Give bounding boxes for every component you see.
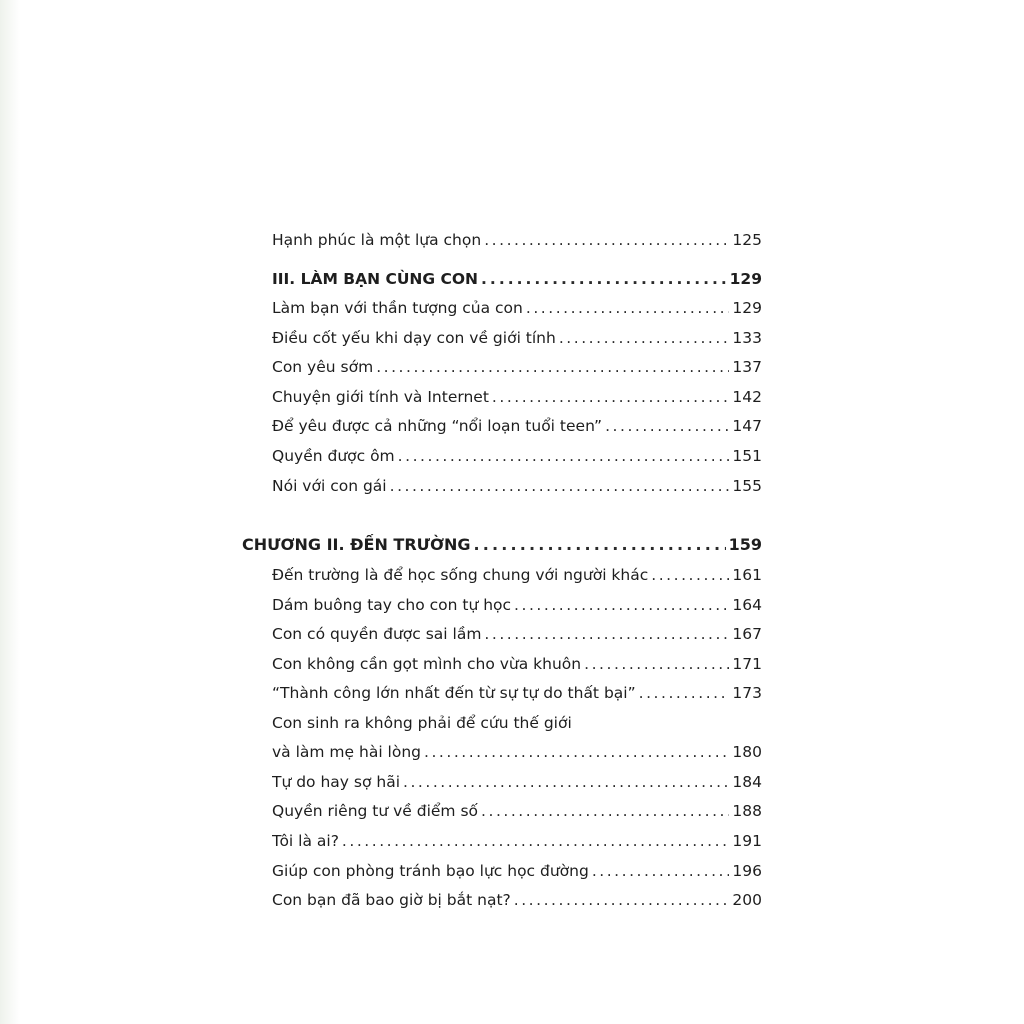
- toc-entry-page: 167: [732, 625, 762, 643]
- dot-leader: [403, 771, 729, 793]
- toc-entry-page: 173: [732, 684, 762, 702]
- dot-leader: [514, 594, 729, 616]
- dot-leader: [526, 297, 730, 319]
- toc-entry-page: 180: [732, 743, 762, 761]
- dot-leader: [651, 564, 729, 586]
- toc-section-title: III. LÀM BẠN CÙNG CON: [272, 270, 479, 288]
- toc-entry-happiness-choice: [272, 229, 762, 251]
- toc-entry-freedom-or-fear: [272, 771, 762, 793]
- toc-entry-title: Hạnh phúc là một lựa chọn: [272, 231, 482, 249]
- dot-leader: [484, 229, 729, 251]
- toc-entry-title: Con có quyền được sai lầm: [272, 625, 482, 643]
- dot-leader: [376, 356, 729, 378]
- dot-leader: [424, 741, 729, 763]
- dot-leader: [390, 475, 730, 497]
- toc-entry-title: Nói với con gái: [272, 477, 387, 495]
- toc-entry-page: 142: [732, 388, 762, 406]
- toc-entry-bullied: [272, 889, 762, 911]
- toc-entry-title: Quyền được ôm: [272, 447, 395, 465]
- toc-entry-grade-privacy: [272, 800, 762, 822]
- dot-leader: [605, 415, 729, 437]
- toc-entry-page: 129: [732, 299, 762, 317]
- toc-entry-page: 196: [732, 862, 762, 880]
- toc-entry-title: Con yêu sớm: [272, 358, 374, 376]
- toc-entry-live-with-others: [272, 564, 762, 586]
- toc-entry-page: 137: [732, 358, 762, 376]
- toc-entry-title: và làm mẹ hài lòng: [272, 743, 421, 761]
- toc-entry-page: 164: [732, 596, 762, 614]
- toc-entry-right-to-hug: [272, 445, 762, 467]
- toc-entry-title: “Thành công lớn nhất đến từ sự tự do thất bại”: [272, 684, 636, 702]
- dot-leader: [559, 327, 730, 349]
- toc-entry-page: 133: [732, 329, 762, 347]
- dot-leader: [481, 800, 729, 822]
- toc-entry-page: 147: [732, 417, 762, 435]
- toc-entry-page: 151: [732, 447, 762, 465]
- dot-leader: [514, 889, 730, 911]
- toc-entry-title: Điều cốt yếu khi dạy con về giới tính: [272, 329, 556, 347]
- toc-entry-talk-to-daughter: [272, 475, 762, 497]
- toc-entry-idol: [272, 297, 762, 319]
- dot-leader: [481, 268, 727, 290]
- toc-entry-title: Tôi là ai?: [272, 832, 339, 850]
- toc-entry-right-to-mistakes: [272, 623, 762, 645]
- toc-chapter-title: CHƯƠNG II. ĐẾN TRƯỜNG: [242, 535, 471, 554]
- toc-entry-page: 184: [732, 773, 762, 791]
- toc-entry-title: Dám buông tay cho con tự học: [272, 596, 512, 614]
- toc-entry-title: Chuyện giới tính và Internet: [272, 388, 489, 406]
- toc-entry-freedom-to-fail: [272, 682, 762, 704]
- toc-entry-page: 161: [732, 566, 762, 584]
- toc-entry-title: Đến trường là để học sống chung với người khác: [272, 566, 649, 584]
- toc-entry-save-the-world-line1: [272, 712, 762, 734]
- toc-entry-self-study: [272, 594, 762, 616]
- dot-leader: [398, 445, 730, 467]
- toc-entry-sex-education: [272, 327, 762, 349]
- dot-leader: [492, 386, 730, 408]
- toc-section-page: 129: [729, 270, 762, 288]
- toc-entry-title: Tự do hay sợ hãi: [272, 773, 401, 791]
- toc-entry-who-am-i: [272, 830, 762, 852]
- toc-entry-page: 200: [732, 891, 762, 909]
- toc-entry-title: Con bạn đã bao giờ bị bắt nạt?: [272, 891, 511, 909]
- dot-leader: [342, 830, 729, 852]
- toc-entry-page: 188: [732, 802, 762, 820]
- dot-leader: [474, 534, 726, 556]
- toc-entry-page: 171: [732, 655, 762, 673]
- toc-entry-fit-the-mold: [272, 653, 762, 675]
- toc-entry-title: Làm bạn với thần tượng của con: [272, 299, 523, 317]
- toc-entry-title: Con không cần gọt mình cho vừa khuôn: [272, 655, 582, 673]
- toc-entry-school-violence: [272, 860, 762, 882]
- dot-leader: [584, 653, 729, 675]
- toc-entry-title: Để yêu được cả những “nổi loạn tuổi teen”: [272, 417, 603, 435]
- toc-entry-title: Giúp con phòng tránh bạo lực học đường: [272, 862, 589, 880]
- toc-entry-title: Quyền riêng tư về điểm số: [272, 802, 479, 820]
- toc-entry-page: 155: [732, 477, 762, 495]
- toc-entry-internet: [272, 386, 762, 408]
- toc-section-befriend-child: [272, 268, 762, 290]
- toc-entry-page: 191: [732, 832, 762, 850]
- toc-chapter-page: 159: [728, 535, 762, 554]
- toc-entry-teen-rebellion: [272, 415, 762, 437]
- toc-entry-page: 125: [732, 231, 762, 249]
- toc-chapter-going-to-school: [242, 534, 762, 556]
- toc-entry-title: Con sinh ra không phải để cứu thế giới: [272, 714, 572, 732]
- dot-leader: [592, 860, 730, 882]
- dot-leader: [484, 623, 729, 645]
- toc-entry-save-the-world-line2: [272, 741, 762, 763]
- toc-entry-early-love: [272, 356, 762, 378]
- dot-leader: [639, 682, 730, 704]
